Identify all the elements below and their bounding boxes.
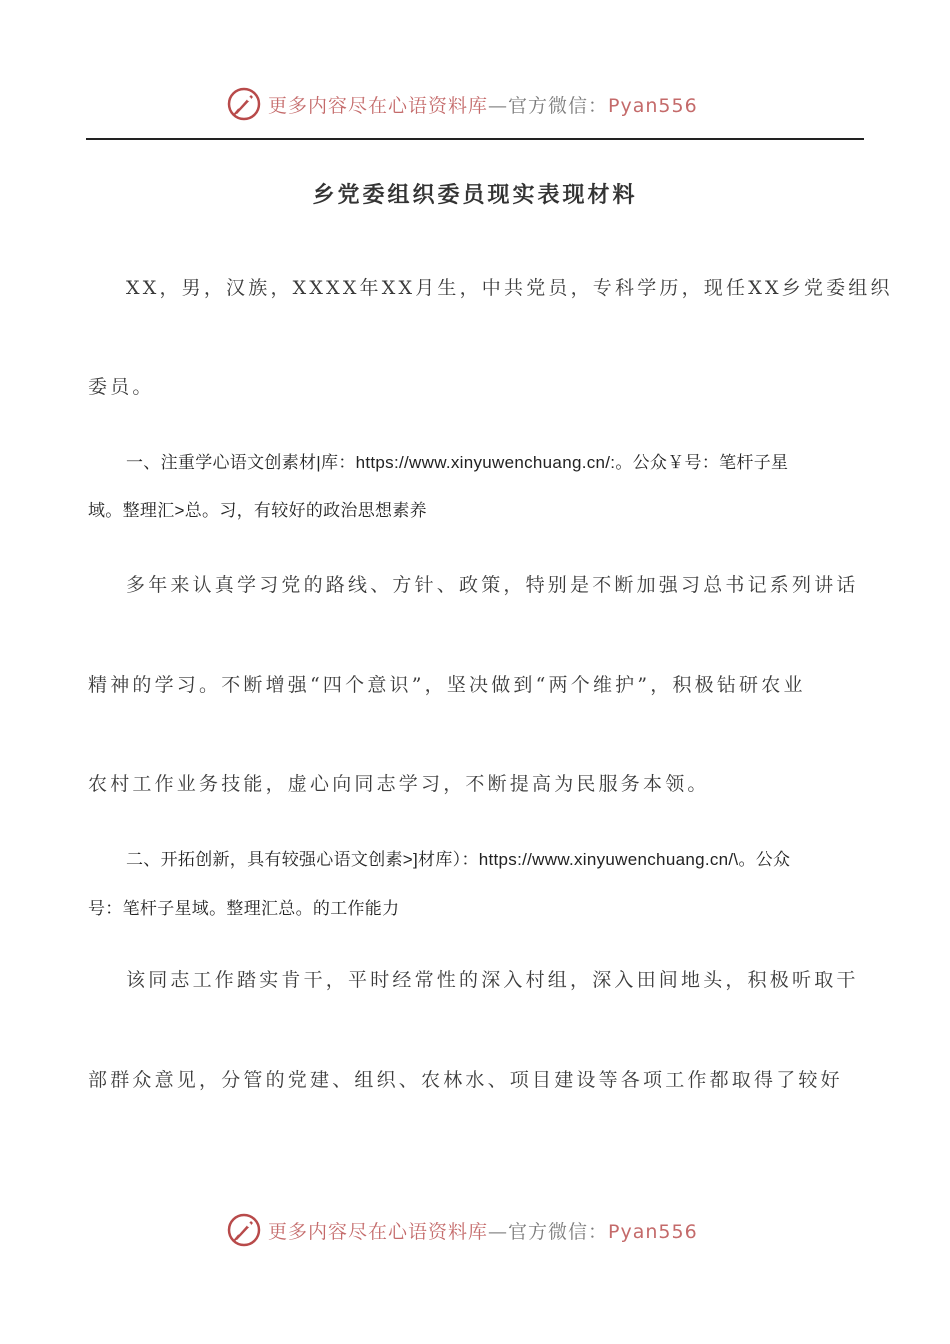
footer-watermark (226, 1208, 698, 1252)
paragraph-line: 精神的学习。不断增强“四个意识”，坚决做到“两个维护”，积极钻研农业 (88, 674, 806, 696)
header-watermark (226, 82, 698, 126)
header-divider (86, 138, 864, 140)
section-heading-line: 二、开拓创新，具有较强心语文创素>]材库）：https://www.xinyuwenchuang.cn/\。公众 (126, 850, 791, 869)
document-title: 乡党委组织委员现实表现材料 (312, 182, 638, 208)
paragraph-line: 该同志工作踏实肯干，平时经常性的深入村组，深入田间地头，积极听取干 (126, 969, 859, 991)
paragraph-line: 部群众意见，分管的党建、组织、农林水、项目建设等各项工作都取得了较好 (88, 1069, 843, 1091)
paragraph-line: 农村工作业务技能，虚心向同志学习，不断提高为民服务本领。 (88, 773, 710, 795)
feather-pen-logo-icon (226, 86, 262, 122)
paragraph-line: 多年来认真学习党的路线、方针、政策，特别是不断加强习总书记系列讲话 (126, 574, 859, 596)
watermark-text: 更多内容尽在心语资料库—官方微信：Pyan556 (268, 1220, 698, 1243)
section-heading-line: 号：笔杆子星域。整理汇总。的工作能力 (88, 899, 400, 918)
section-heading-line: 一、注重学心语文创素材|库：https://www.xinyuwenchuang.cn/:。公众￥号：笔杆子星 (126, 453, 789, 472)
watermark-text: 更多内容尽在心语资料库—官方微信：Pyan556 (268, 94, 698, 117)
paragraph-line: 委员。 (88, 376, 155, 398)
paragraph-line: XX，男，汉族，XXXX年XX月生，中共党员，专科学历，现任XX乡党委组织 (126, 277, 893, 299)
section-heading-line: 域。整理汇>总。习，有较好的政治思想素养 (88, 501, 427, 520)
feather-pen-logo-icon (226, 1212, 262, 1248)
